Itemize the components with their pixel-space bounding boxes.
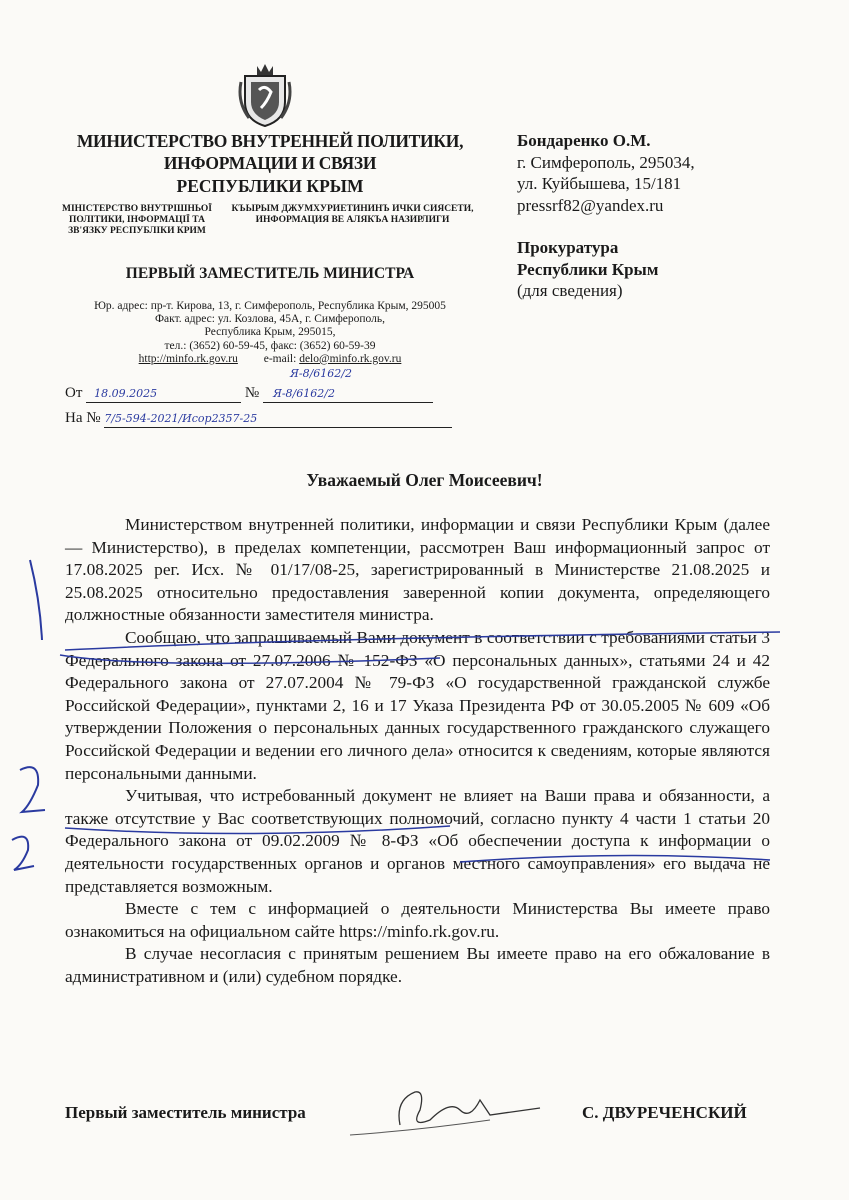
salutation: Уважаемый Олег Моисеевич! bbox=[306, 470, 543, 490]
outgoing-number-value: Я-8/6162/2 bbox=[272, 387, 335, 400]
recipient-city: г. Симферополь, 295034, bbox=[517, 152, 695, 172]
actual-address: Факт. адрес: ул. Козлова, 45А, г. Симферополь, bbox=[154, 313, 386, 326]
paragraph: Вместе с тем с информацией о деятельности Министерства Вы имеете право ознакомиться на официальном сайте https://minfo.rk.gov.ru. bbox=[65, 899, 770, 941]
reply-to-value: 7/5-594-2021/Исор2357-25 bbox=[104, 412, 258, 425]
ua-line: МІНІСТЕРСТВО ВНУТРІШНЬОЇ bbox=[62, 204, 212, 214]
actual-address-cont: Республика Крым, 295015, bbox=[204, 326, 336, 339]
paragraph: Министерством внутренней политики, информации и связи Республики Крым (далее — Министерство), в пределах компетенции, рассмотрен Ваш информационный запрос от 17.08.2025 рег. Исх. № 01/17/08-25, зарегистрированный в Министерстве 21.08.2025 и 25.08.2025 относительно предоставления заверенной копии документа, определяющего должностные обязанности заместителя министра. bbox=[65, 515, 770, 625]
signature-image bbox=[340, 1080, 550, 1140]
crh-line: ИНФОРМАЦИЯ ВЕ АЛЯКЪА НАЗИРЛИГИ bbox=[255, 215, 450, 225]
number-annotation: Я-8/6162/2 bbox=[290, 367, 353, 380]
recipient-street: ул. Куйбышева, 15/181 bbox=[517, 174, 682, 193]
sender-position: ПЕРВЫЙ ЗАМЕСТИТЕЛЬ МИНИСТРА bbox=[125, 265, 415, 282]
paragraph: Учитывая, что истребованный документ не влияет на Ваши права и обязанности, а также отсутствие у Вас соответствующих полномочий, согласно пункту 4 части 1 статьи 20 Федерального закона от 09.02.2009 № 8-ФЗ «Об обеспечении доступа к информации о деятельности государственных органов и органов местного самоуправления» его выдача не представляется возможным. bbox=[65, 786, 770, 896]
legal-address: Юр. адрес: пр-т. Кирова, 13, г. Симферополь, Республика Крым, 295005 bbox=[94, 300, 446, 312]
number-label: № bbox=[244, 385, 260, 401]
signatory-name: С. ДВУРЕЧЕНСКИЙ bbox=[582, 1103, 747, 1122]
copy-recipient-line2: Республики Крым bbox=[517, 259, 659, 279]
copy-recipient-line1: Прокуратура bbox=[517, 238, 619, 257]
ua-line: ПОЛІТИКИ, ІНФОРМАЦІЇ ТА bbox=[69, 215, 205, 225]
email-link[interactable]: delo@minfo.rk.gov.ru bbox=[299, 352, 402, 365]
email-label: e-mail: bbox=[263, 352, 297, 365]
from-date-value: 18.09.2025 bbox=[94, 387, 158, 400]
website-link[interactable]: http://minfo.rk.gov.ru bbox=[138, 352, 238, 365]
paragraph: Сообщаю, что запрашиваемый Вами документ в соответствии с требованиями статьи 3 Федерального закона от 27.07.2006 № 152-ФЗ «О персональных данных», статьями 24 и 42 Федерального закона от 27.07.2004 № 79-ФЗ «О государственной гражданской службе Российской Федерации», пунктами 2, 16 и 17 Указа Президента РФ от 30.05.2005 № 609 «Об утверждении Положения о персональных данных государственного гражданского служащего Российской Федерации и ведении его личного дела» относится к сведениям, которые являются персональными данными. bbox=[65, 627, 770, 783]
ministry-name-line3: РЕСПУБЛИКИ КРЫМ bbox=[176, 176, 364, 196]
from-label: От bbox=[65, 385, 83, 401]
recipient-email: pressrf82@yandex.ru bbox=[517, 195, 664, 215]
ministry-name-line2: ИНФОРМАЦИИ И СВЯЗИ bbox=[163, 153, 377, 173]
ua-line: ЗВ'ЯЗКУ РЕСПУБЛІКИ КРИМ bbox=[68, 226, 206, 236]
ministry-name-line1: МИНИСТЕРСТВО ВНУТРЕННЕЙ ПОЛИТИКИ, bbox=[76, 131, 464, 151]
reply-to-label: На № bbox=[65, 410, 101, 426]
crh-line: КЪЫРЫМ ДЖУМХУРИЕТИНИНЪ ИЧКИ СИЯСЕТИ, bbox=[231, 204, 474, 214]
copy-note: (для сведения) bbox=[517, 281, 623, 300]
phone-fax: тел.: (3652) 60-59-45, факс: (3652) 60-59-39 bbox=[164, 339, 376, 352]
paragraph: В случае несогласия с принятым решением Вы имеете право на его обжалование в административном и (или) судебном порядке. bbox=[65, 944, 770, 986]
signatory-title: Первый заместитель министра bbox=[65, 1103, 306, 1122]
recipient-name: Бондаренко О.М. bbox=[517, 131, 651, 150]
